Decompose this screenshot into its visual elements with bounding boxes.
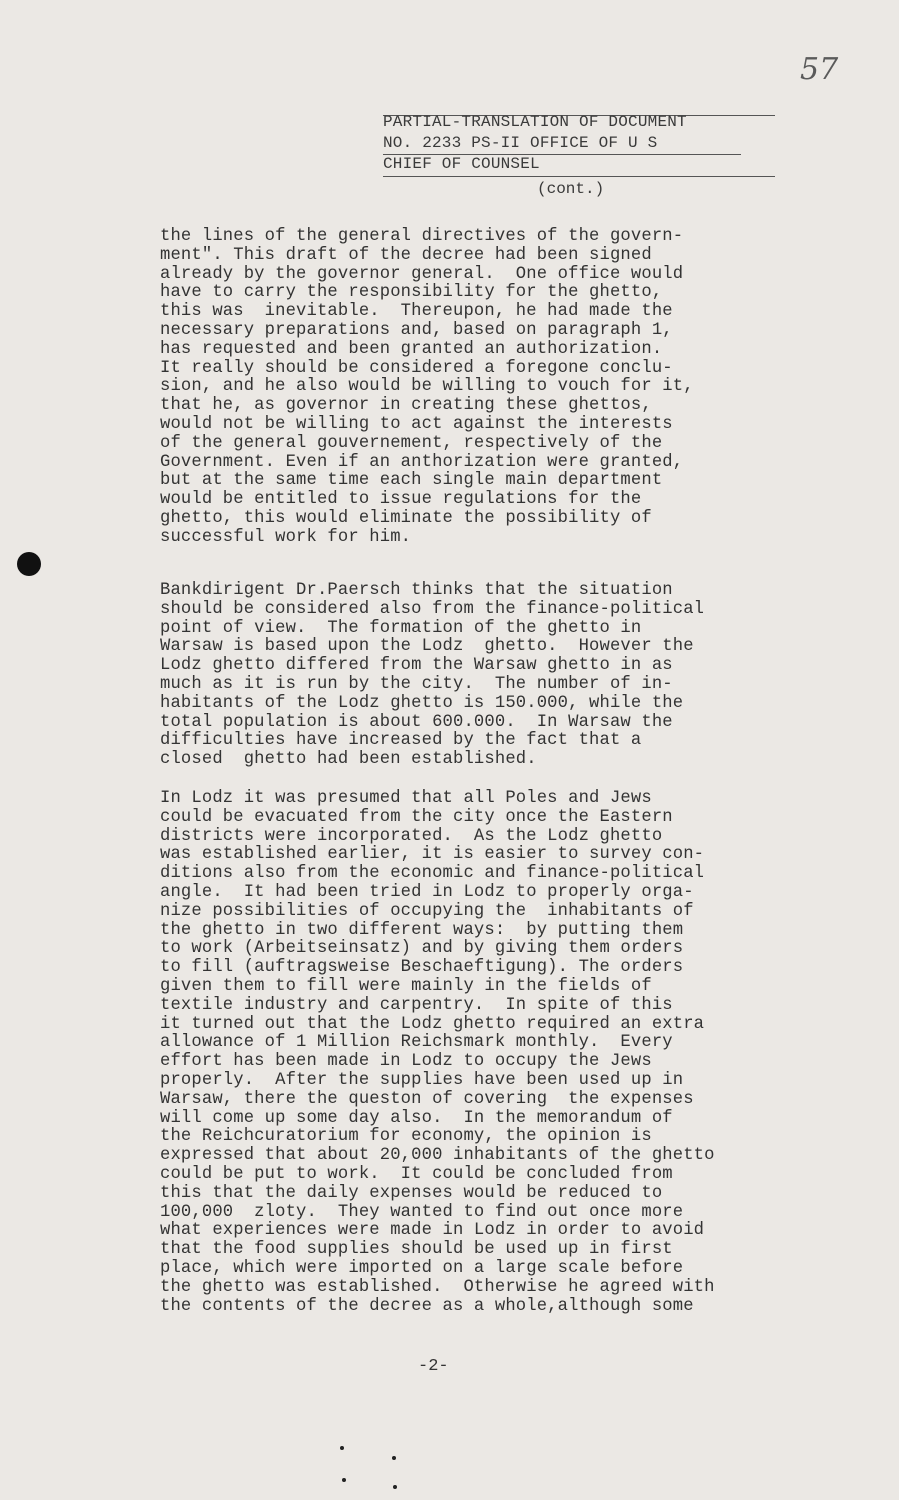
text-line: point of view. The formation of the ghetto in xyxy=(160,618,642,638)
continuation-label: (cont.) xyxy=(537,180,605,198)
header-rule-bottom xyxy=(383,176,775,177)
paragraph-2 xyxy=(160,582,780,770)
text-line: total population is about 600.000. In Warsaw the xyxy=(160,712,673,732)
text-line: that the food supplies should be used up in first xyxy=(160,1240,673,1260)
text-line: the ghetto was established. Otherwise he agreed with xyxy=(160,1277,715,1297)
speck-mark xyxy=(393,1485,397,1489)
text-line: but at the same time each single main department xyxy=(160,471,663,491)
header-rule-middle xyxy=(383,154,741,155)
text-line: the contents of the decree as a whole,although some xyxy=(160,1296,694,1316)
text-line: was established earlier, it is easier to survey con- xyxy=(160,845,705,865)
text-line: Lodz ghetto differed from the Warsaw ghetto in as xyxy=(160,656,673,676)
paragraph-3 xyxy=(160,790,780,1316)
text-line: Bankdirigent Dr.Paersch thinks that the situation xyxy=(160,581,673,600)
text-line: would be entitled to issue regulations for the xyxy=(160,490,642,510)
text-line: the ghetto in two different ways: by putting them xyxy=(160,920,684,940)
text-line: It really should be considered a foregone conclu- xyxy=(160,358,673,378)
text-line: Warsaw is based upon the Lodz ghetto. However the xyxy=(160,637,694,657)
speck-mark xyxy=(392,1456,396,1460)
text-line: this that the daily expenses would be reduced to xyxy=(160,1183,663,1203)
page-footer-number: -2- xyxy=(418,1357,449,1376)
text-line: of the general gouvernement, respectively of the xyxy=(160,433,663,453)
text-line: difficulties have increased by the fact that a xyxy=(160,731,642,751)
text-line: to work (Arbeitseinsatz) and by giving them orders xyxy=(160,939,684,959)
text-line: place, which were imported on a large scale before xyxy=(160,1258,684,1278)
handwritten-page-number: 57 xyxy=(800,52,839,87)
text-line: should be considered also from the finance-political xyxy=(160,599,705,619)
text-line: already by the governor general. One office would xyxy=(160,264,684,284)
text-line: ghetto, this would eliminate the possibility of xyxy=(160,508,652,528)
text-line: much as it is run by the city. The number of in- xyxy=(160,674,673,694)
text-line: to fill (auftragsweise Beschaeftigung). The orders xyxy=(160,958,684,978)
text-line: could be put to work. It could be concluded from xyxy=(160,1164,673,1184)
text-line: Warsaw, there the queston of covering the expenses xyxy=(160,1089,694,1109)
text-line: angle. It had been tried in Lodz to properly orga- xyxy=(160,882,694,902)
punch-hole xyxy=(17,552,41,576)
header-line-2: NO. 2233 PS-II OFFICE OF U S xyxy=(383,134,658,152)
text-line: expressed that about 20,000 inhabitants of the ghetto xyxy=(160,1146,715,1166)
header-line-1: PARTIAL-TRANSLATION OF DOCUMENT xyxy=(383,113,687,131)
speck-mark xyxy=(340,1446,344,1450)
speck-mark xyxy=(342,1478,346,1482)
text-line: textile industry and carpentry. In spite of this xyxy=(160,995,673,1015)
text-line: has requested and been granted an authorization. xyxy=(160,339,663,359)
text-line: closed ghetto had been established. xyxy=(160,750,537,770)
text-line: this was inevitable. Thereupon, he had made the xyxy=(160,302,673,322)
text-line: 100,000 zloty. They wanted to find out once more xyxy=(160,1202,684,1222)
text-line: sion, and he also would be willing to vouch for it, xyxy=(160,377,694,397)
text-line: ment". This draft of the decree had been signed xyxy=(160,245,652,265)
text-line: that he, as governor in creating these ghettos, xyxy=(160,396,652,416)
text-line: effort has been made in Lodz to occupy the Jews xyxy=(160,1052,652,1072)
paragraph-1 xyxy=(160,228,780,548)
document-header xyxy=(383,112,783,175)
text-line: districts were incorporated. As the Lodz ghetto xyxy=(160,826,663,846)
text-line: it turned out that the Lodz ghetto required an extra xyxy=(160,1014,705,1034)
text-line: what experiences were made in Lodz in order to avoid xyxy=(160,1221,705,1241)
text-line: given them to fill were mainly in the fields of xyxy=(160,976,652,996)
text-line: the lines of the general directives of the govern- xyxy=(160,227,684,246)
text-line: would not be willing to act against the interests xyxy=(160,414,673,434)
text-line: nize possibilities of occupying the inhabitants of xyxy=(160,901,694,921)
text-line: properly. After the supplies have been used up in xyxy=(160,1070,684,1090)
text-line: In Lodz it was presumed that all Poles and Jews xyxy=(160,789,652,808)
text-line: have to carry the responsibility for the ghetto, xyxy=(160,283,663,303)
header-line-3: CHIEF OF COUNSEL xyxy=(383,155,540,173)
text-line: ditions also from the economic and finance-political xyxy=(160,864,705,884)
text-line: allowance of 1 Million Reichsmark monthly. Every xyxy=(160,1033,673,1053)
text-line: necessary preparations and, based on paragraph 1, xyxy=(160,320,673,340)
text-line: successful work for him. xyxy=(160,527,412,547)
text-line: will come up some day also. In the memorandum of xyxy=(160,1108,673,1128)
text-line: Government. Even if an anthorization were granted, xyxy=(160,452,684,472)
text-line: could be evacuated from the city once the Eastern xyxy=(160,807,673,827)
text-line: habitants of the Lodz ghetto is 150.000, while the xyxy=(160,693,684,713)
text-line: the Reichcuratorium for economy, the opinion is xyxy=(160,1127,652,1147)
